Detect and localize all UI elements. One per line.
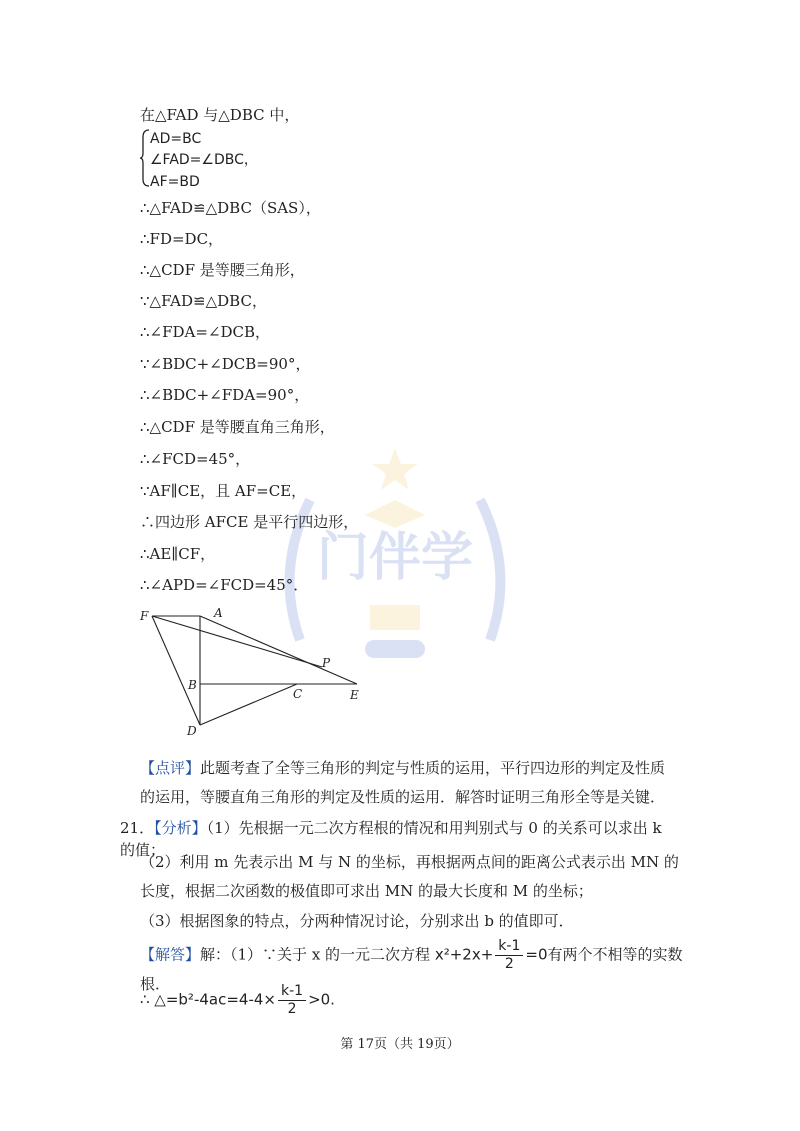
fraction-denominator: 2: [287, 1001, 297, 1017]
analysis-step-3: （3）根据图象的特点，分两种情况讨论，分别求出 b 的值即可．: [140, 912, 574, 930]
geometry-figure: [130, 605, 370, 740]
equation-right: =0: [525, 945, 548, 964]
point-label-C: C: [293, 687, 303, 701]
proof-line: ∴四边形 AFCE 是平行四边形，: [140, 513, 359, 531]
point-label-B: B: [188, 678, 197, 692]
analysis-tag: 【分析】: [154, 819, 207, 837]
fraction-numerator: k-1: [495, 938, 523, 956]
analysis-step-1: （1）先根据一元二次方程根的情况和用判别式与 0 的关系可以求出 k 的值；: [120, 819, 662, 859]
proof-line: ∴△CDF 是等腰直角三角形，: [140, 418, 335, 436]
page-footer: 第 17页（共 19页）: [340, 1037, 460, 1052]
answer-tag: 【解答】: [140, 945, 201, 964]
review-text: 此题考查了全等三角形的判定与性质的运用，平行四边形的判定及性质的运用，等腰直角三角形的判定及性质的运用．解答时证明三角形全等是关键．: [140, 759, 666, 806]
equation-left: x²+2x+: [434, 945, 494, 964]
discriminant-line: [140, 983, 700, 1018]
answer-intro: 解：（1）∵关于 x 的一元二次方程: [200, 945, 431, 964]
point-label-A: A: [214, 606, 223, 620]
watermark-text: 门伴学: [316, 528, 474, 588]
system-line: AD=BC: [150, 131, 202, 147]
question-number: 21．: [120, 819, 155, 837]
brace-symbol: [140, 129, 150, 187]
fraction: [278, 983, 306, 1018]
system-line: AF=BD: [150, 174, 200, 190]
answer-conclusion: 有两个不相等的实数根．: [140, 945, 683, 993]
discriminant-left: ∴ △=b²-4ac=4-4×: [140, 990, 276, 1009]
proof-line: 在△FAD 与△DBC 中，: [140, 106, 300, 124]
point-label-D: D: [187, 724, 197, 738]
fraction-numerator: k-1: [278, 983, 306, 1001]
point-label-F: F: [140, 609, 149, 623]
point-label-E: E: [350, 688, 359, 702]
proof-line: ∵∠BDC+∠DCB=90°，: [140, 355, 311, 373]
system-line: ∠FAD=∠DBC，: [150, 152, 258, 168]
analysis-step-2: （2）利用 m 先表示出 M 与 N 的坐标，再根据两点间的距离公式表示出 MN 的长度，根据二次函数的极值即可求出 MN 的最大长度和 M 的坐标；: [140, 853, 679, 900]
point-label-P: P: [322, 656, 331, 670]
proof-line: ∵AF∥CE，且 AF=CE，: [140, 482, 307, 500]
proof-line: ∴△CDF 是等腰三角形，: [140, 261, 305, 279]
discriminant-right: >0.: [308, 990, 335, 1009]
proof-line: ∴∠FDA=∠DCB，: [140, 323, 271, 341]
proof-line: ∴∠BDC+∠FDA=90°，: [140, 386, 310, 404]
fraction-denominator: 2: [504, 956, 514, 972]
proof-line: ∴FD=DC，: [140, 230, 224, 248]
proof-line: ∴△FAD≌△DBC（SAS），: [140, 199, 321, 217]
proof-line: ∴∠APD=∠FCD=45°．: [140, 576, 309, 594]
proof-line: ∴∠FCD=45°，: [140, 450, 251, 468]
review-paragraph: [140, 754, 680, 812]
fraction: [495, 938, 523, 973]
proof-line: ∴AE∥CF，: [140, 545, 216, 563]
review-tag: 【点评】: [140, 759, 201, 777]
proof-line: ∵△FAD≌△DBC，: [140, 292, 267, 310]
